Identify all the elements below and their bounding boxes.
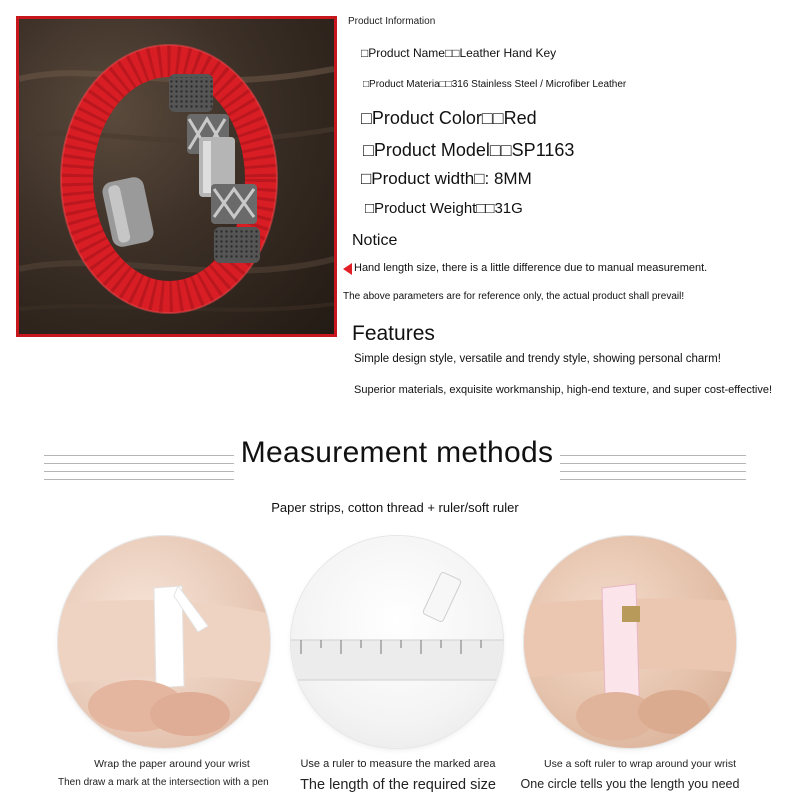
measurement-subtitle: Paper strips, cotton thread + ruler/soft ruler <box>271 500 519 515</box>
notice-text: Hand length size, there is a little difference due to manual measurement. <box>354 262 708 274</box>
notice-arrow-icon <box>343 263 352 275</box>
measurement-title: Measurement methods <box>240 436 554 469</box>
product-name: □Product Name□□Leather Hand Key <box>361 46 557 60</box>
step-2-detail: The length of the required size <box>300 777 496 793</box>
feature-item: Superior materials, exquisite workmanship, high-end texture, and super cost-effective! <box>354 384 773 396</box>
features-title: Features <box>352 322 435 345</box>
notice-disclaimer: The above parameters are for reference only, the actual product shall prevail! <box>343 291 685 302</box>
product-width: □Product width□: 8MM <box>361 169 532 188</box>
soft-ruler-photo <box>524 536 736 748</box>
product-weight: □Product Weight□□31G <box>365 200 523 217</box>
notice-title: Notice <box>352 232 398 249</box>
step-1-caption: Wrap the paper around your wrist <box>94 758 250 770</box>
product-material: □Product Materia□□316 Stainless Steel / Microfiber Leather <box>363 79 627 90</box>
step-2-caption: Use a ruler to measure the marked area <box>300 758 496 770</box>
step-1-detail: Then draw a mark at the intersection with a pen <box>58 777 269 788</box>
product-info-heading: Product Information <box>348 16 436 27</box>
bracelet-image <box>19 19 334 334</box>
product-photo <box>16 16 337 337</box>
step-3-caption: Use a soft ruler to wrap around your wrist <box>544 758 736 770</box>
step-3-detail: One circle tells you the length you need <box>520 777 740 791</box>
product-model: □Product Model□□SP1163 <box>363 140 575 160</box>
feature-item: Simple design style, versatile and trendy style, showing personal charm! <box>354 353 721 365</box>
product-color: □Product Color□□Red <box>361 108 537 128</box>
decorative-lines-left <box>44 455 234 487</box>
ruler-photo <box>291 536 503 748</box>
paper-wrap-photo <box>58 536 270 748</box>
decorative-lines-right <box>560 455 746 487</box>
